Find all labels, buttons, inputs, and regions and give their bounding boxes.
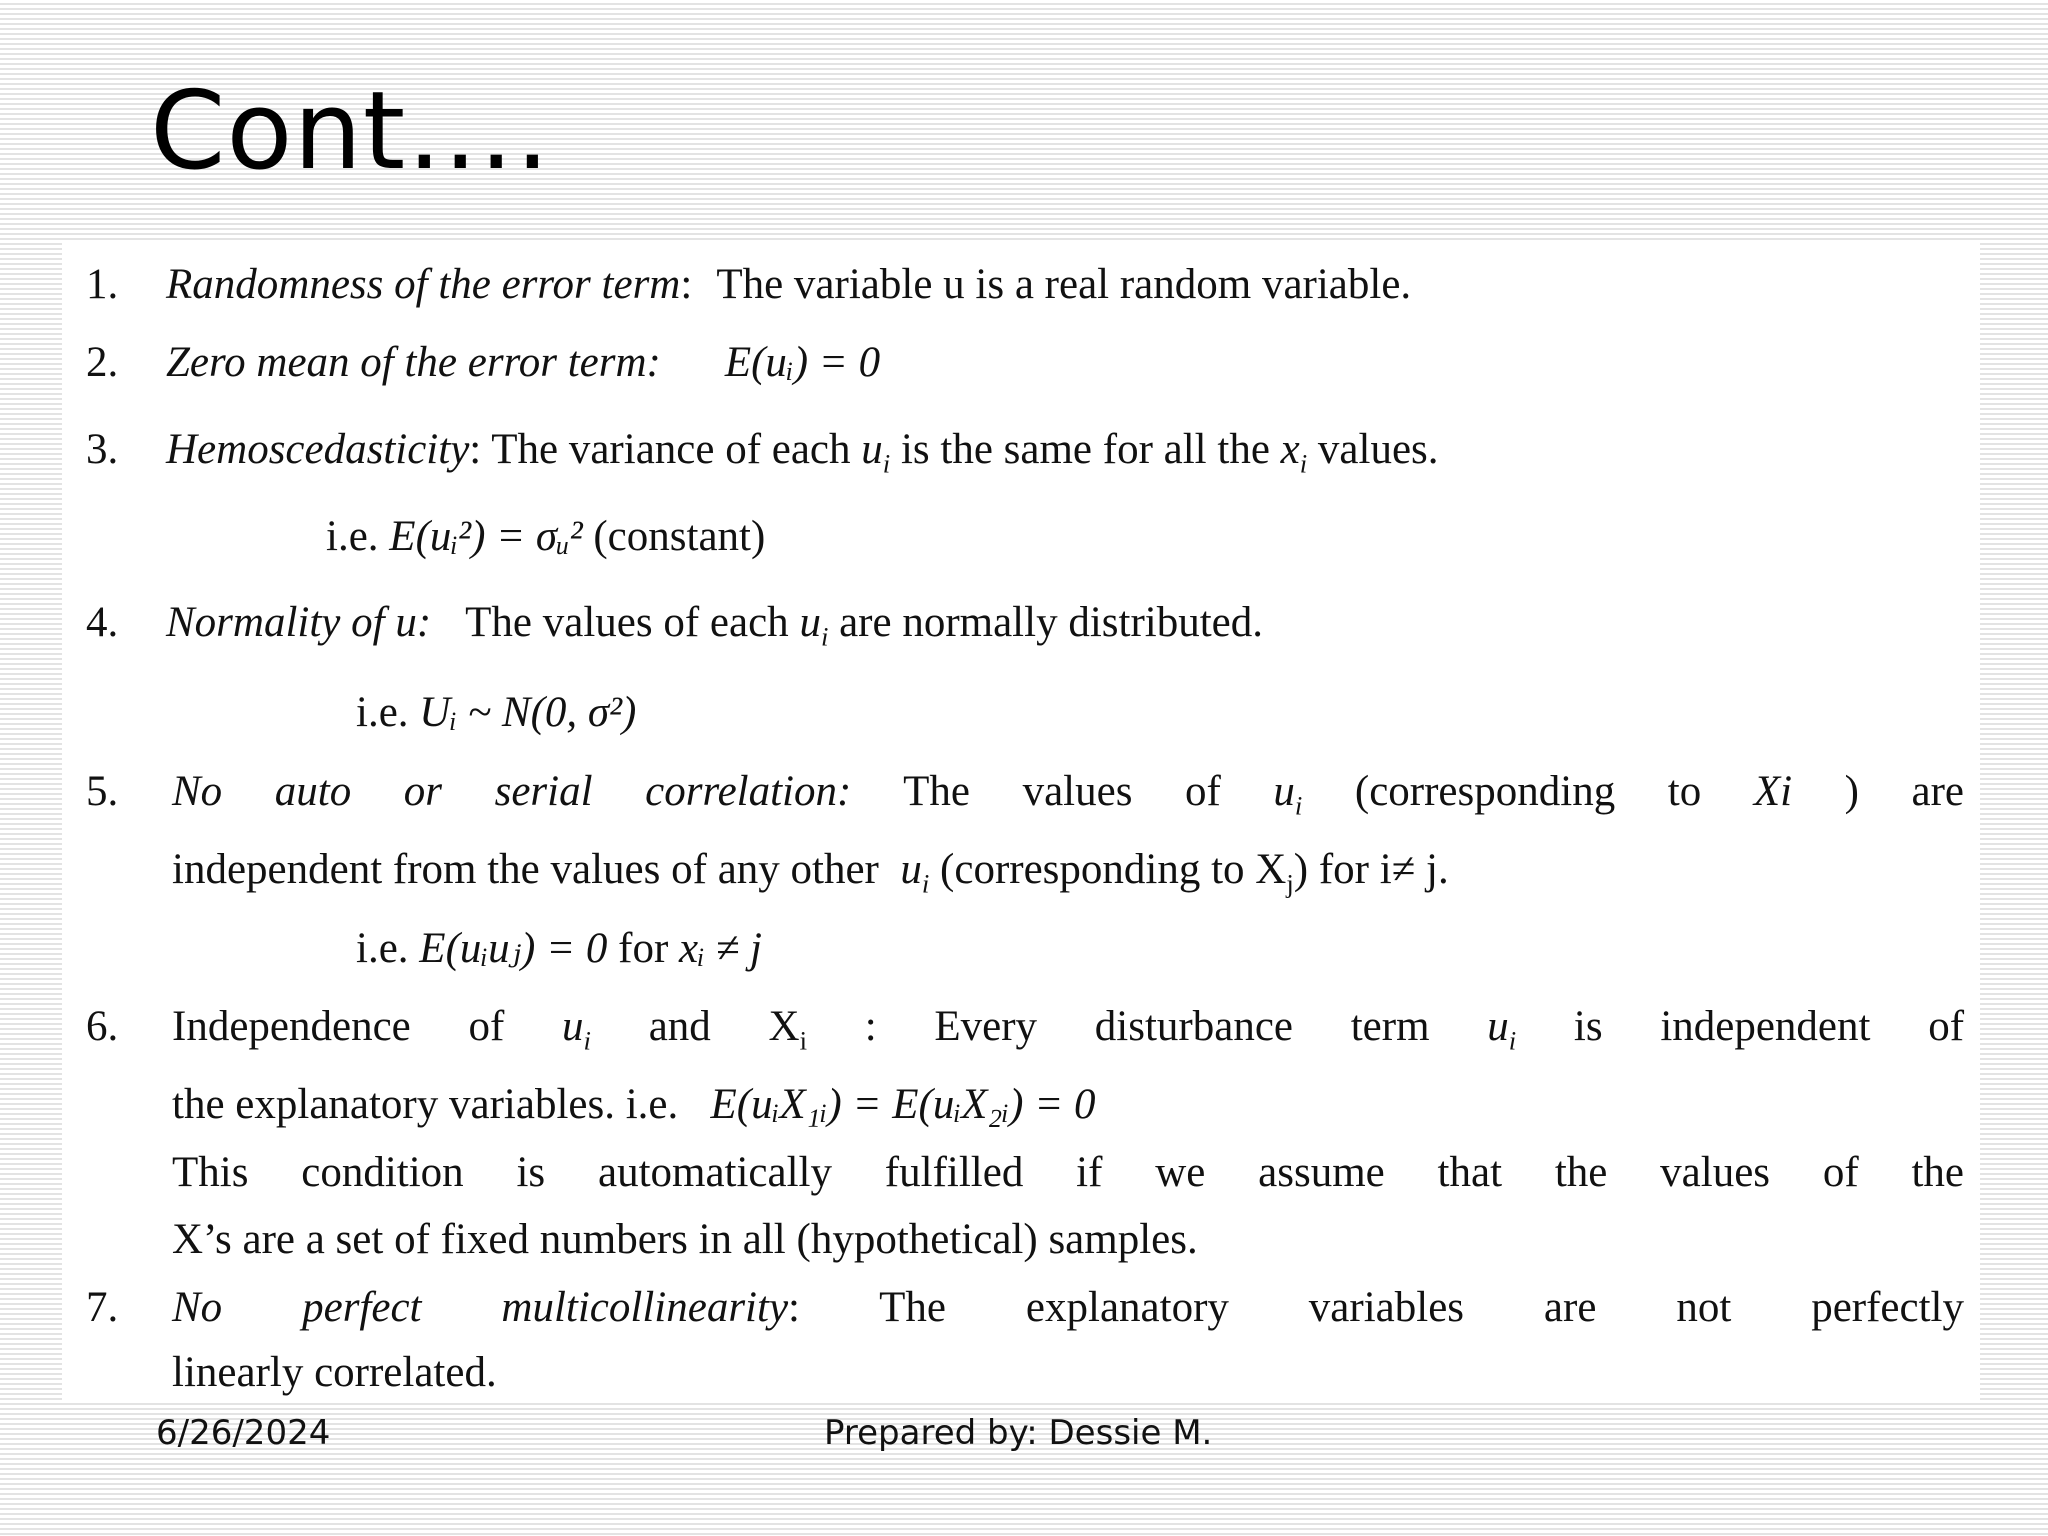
item-text: (corresponding to bbox=[1354, 768, 1702, 815]
symbol-u: $u_i$ bbox=[562, 1003, 591, 1056]
item-3-formula-line: i.e. E(uᵢ²) = σᵤ² (constant) bbox=[326, 513, 766, 560]
item-text: The variable u is a real random variable. bbox=[716, 261, 1412, 308]
assumptions-list: 1. Randomness of the error term: The variable u is a real random variable. 2. Zero mean of the error term: E(uᵢ) = 0 3. Hemoscedasticity: The variance of each $u_i$ is the same for all the $x_i$ values. i.e. E(uᵢ²) = σᵤ² (constant) 4. Normality of u: The values of each $u_i$ are normally distributed. i.e. Uᵢ ~ N(0, σ²) 5. No auto or serial correlation: The values of $u_i$ (corresponding to Xi ) are independent from the values of any other $u_i$ (corresponding to $X_j$) for i≠ j. i.e. E(uᵢuⱼ) = 0 for xᵢ ≠ j 6. Independence of $u_i$ and $X_i$ : Every disturbance term $u_i$ is independent of the explanatory variables. i.e. E(uᵢX₁ᵢ) = E(uᵢX₂ᵢ) = 0 This condition is automatically fulfilled if we assume that the values of the X’s are a set of fixed numbers in all (hypothetical) samples. 7. No perfect multicollinearity: The explanatory variables are not perfectly linearly correlated. bbox=[62, 243, 1980, 1403]
item-7-line-2: linearly correlated. bbox=[172, 1349, 497, 1396]
item-text: values. bbox=[1317, 426, 1439, 473]
symbol-x: $x_i$ bbox=[1280, 426, 1308, 479]
item-5-formula-line: i.e. E(uᵢuⱼ) = 0 for xᵢ ≠ j bbox=[356, 925, 762, 972]
item-text: is the same for all the bbox=[900, 426, 1270, 473]
item-6-line-4: X’s are a set of fixed numbers in all (hypothetical) samples. bbox=[172, 1216, 1198, 1263]
item-number: 7. bbox=[86, 1284, 119, 1331]
item-number: 5. bbox=[86, 768, 119, 815]
symbol-u: $u_i$ bbox=[1487, 1003, 1517, 1056]
item-text: are normally distributed. bbox=[839, 599, 1264, 646]
symbol-u: $u_i$ bbox=[861, 426, 891, 479]
item-6-line-2: the explanatory variables. i.e. E(uᵢX₁ᵢ) = E(uᵢX₂ᵢ) = 0 bbox=[172, 1081, 1096, 1128]
symbol-u: $u_i$ bbox=[1273, 768, 1303, 821]
item-label: Zero mean of the error term: bbox=[166, 339, 661, 386]
item-label: No perfect multicollinearity bbox=[172, 1284, 789, 1331]
formula: E(uᵢuⱼ) = 0 bbox=[419, 925, 608, 972]
item-number: 4. bbox=[86, 599, 119, 646]
formula: Uᵢ ~ N(0, σ²) bbox=[419, 689, 637, 736]
item-number: 2. bbox=[86, 339, 119, 386]
formula: E(uᵢ²) = σᵤ² bbox=[389, 513, 583, 560]
item-text: The values of bbox=[903, 768, 1221, 815]
item-label: Randomness of the error term bbox=[166, 261, 681, 308]
item-number: 6. bbox=[86, 1003, 119, 1050]
item-label: Normality of u: bbox=[166, 599, 432, 646]
slide-title: Cont…. bbox=[150, 69, 551, 194]
footer-date: 6/26/2024 bbox=[156, 1413, 331, 1453]
item-4-formula-line: i.e. Uᵢ ~ N(0, σ²) bbox=[356, 689, 637, 736]
footer-author: Prepared by: Dessie M. bbox=[824, 1413, 1213, 1453]
symbol-u: $u_i$ bbox=[900, 846, 930, 899]
formula: E(uᵢ) = 0 bbox=[724, 339, 881, 386]
symbol-u: $u_i$ bbox=[799, 599, 829, 652]
item-number: 3. bbox=[86, 426, 119, 473]
item-label: No auto or serial correlation: bbox=[172, 768, 852, 815]
item-label: Independence of bbox=[172, 1003, 505, 1050]
formula: E(uᵢX₁ᵢ) = E(uᵢX₂ᵢ) = 0 bbox=[710, 1081, 1096, 1128]
item-text: The variance of each bbox=[491, 426, 851, 473]
item-text: The values of each bbox=[465, 599, 789, 646]
item-label: Hemoscedasticity bbox=[166, 426, 470, 473]
item-text: The explanatory variables are not perfectly bbox=[879, 1284, 1964, 1331]
item-number: 1. bbox=[86, 261, 119, 308]
item-5-line-2: independent from the values of any other $u_i$ (corresponding to $X_j$) for i≠ j. bbox=[172, 846, 1449, 899]
